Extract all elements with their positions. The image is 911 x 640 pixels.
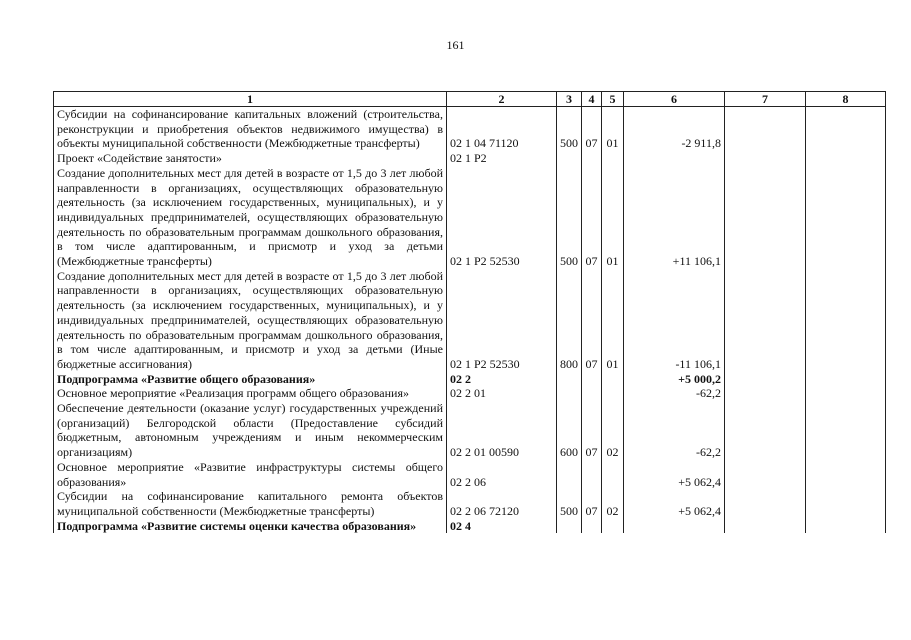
row-col7 bbox=[725, 401, 806, 460]
row-description: Обеспечение деятельности (оказание услуг) государственных учреждений (организаций) Белгородской области (Предоставление субсидий бюджетным, автономным учреждениям и иным некоммерческим организациям) bbox=[54, 401, 447, 460]
row-col4 bbox=[582, 519, 602, 534]
row-code: 02 1 P2 52530 bbox=[447, 166, 557, 269]
row-description: Создание дополнительных мест для детей в возрасте от 1,5 до 3 лет любой направленности в организациях, осуществляющих образовательную деятельность (за исключением государственных, муниципальных), и у индивидуальных предпринимателей, осуществляющих образовательную деятельность по образовательным программам дошкольного образования, в том числе адаптированным, и присмотр и уход за детьми (Межбюджетные трансферты) bbox=[54, 166, 447, 269]
column-header: 3 bbox=[557, 92, 582, 107]
row-col7 bbox=[725, 166, 806, 269]
row-col4 bbox=[582, 372, 602, 387]
row-col5 bbox=[602, 151, 624, 166]
row-description: Создание дополнительных мест для детей в возрасте от 1,5 до 3 лет любой направленности в организациях, осуществляющих образовательную деятельность (за исключением государственных, муниципальных), и у индивидуальных предпринимателей, осуществляющих образовательную деятельность по образовательным программам дошкольного образования, в том числе адаптированным, и присмотр и уход за детьми (Иные бюджетные ассигнования) bbox=[54, 269, 447, 372]
row-col3: 500 bbox=[557, 166, 582, 269]
row-col3: 500 bbox=[557, 489, 582, 518]
table-row bbox=[54, 372, 886, 387]
row-col5: 02 bbox=[602, 489, 624, 518]
table-row bbox=[54, 107, 886, 152]
row-col7 bbox=[725, 107, 806, 152]
row-amount: +5 000,2 bbox=[624, 372, 725, 387]
row-col5: 01 bbox=[602, 107, 624, 152]
row-col3 bbox=[557, 519, 582, 534]
row-col5 bbox=[602, 460, 624, 489]
row-code: 02 2 06 72120 bbox=[447, 489, 557, 518]
row-description: Подпрограмма «Развитие общего образования» bbox=[54, 372, 447, 387]
row-col8 bbox=[806, 269, 886, 372]
table-row bbox=[54, 151, 886, 166]
row-description: Подпрограмма «Развитие системы оценки качества образования» bbox=[54, 519, 447, 534]
row-code: 02 2 06 bbox=[447, 460, 557, 489]
table-row bbox=[54, 386, 886, 401]
row-col4: 07 bbox=[582, 107, 602, 152]
row-col7 bbox=[725, 372, 806, 387]
row-amount: -62,2 bbox=[624, 401, 725, 460]
row-code: 02 1 P2 bbox=[447, 151, 557, 166]
row-code: 02 2 bbox=[447, 372, 557, 387]
table-row bbox=[54, 519, 886, 534]
column-header: 7 bbox=[725, 92, 806, 107]
row-col3: 600 bbox=[557, 401, 582, 460]
row-col3 bbox=[557, 372, 582, 387]
row-col4: 07 bbox=[582, 401, 602, 460]
row-amount: +5 062,4 bbox=[624, 489, 725, 518]
row-code: 02 1 04 71120 bbox=[447, 107, 557, 152]
row-amount: -11 106,1 bbox=[624, 269, 725, 372]
row-col4: 07 bbox=[582, 489, 602, 518]
row-col3 bbox=[557, 386, 582, 401]
row-col8 bbox=[806, 166, 886, 269]
row-code: 02 4 bbox=[447, 519, 557, 534]
column-header: 1 bbox=[54, 92, 447, 107]
row-amount: +5 062,4 bbox=[624, 460, 725, 489]
table-header-row bbox=[54, 92, 886, 107]
row-col8 bbox=[806, 386, 886, 401]
column-header: 2 bbox=[447, 92, 557, 107]
row-description: Проект «Содействие занятости» bbox=[54, 151, 447, 166]
row-code: 02 2 01 00590 bbox=[447, 401, 557, 460]
row-col7 bbox=[725, 269, 806, 372]
budget-table bbox=[53, 91, 886, 533]
row-col4 bbox=[582, 151, 602, 166]
row-col5 bbox=[602, 372, 624, 387]
row-col3 bbox=[557, 151, 582, 166]
row-col4: 07 bbox=[582, 166, 602, 269]
table-row bbox=[54, 269, 886, 372]
row-col8 bbox=[806, 151, 886, 166]
row-col4: 07 bbox=[582, 269, 602, 372]
row-col8 bbox=[806, 489, 886, 518]
row-description: Основное мероприятие «Реализация программ общего образования» bbox=[54, 386, 447, 401]
row-col5: 01 bbox=[602, 166, 624, 269]
row-description: Субсидии на софинансирование капитального ремонта объектов муниципальной собственности (Межбюджетные трансферты) bbox=[54, 489, 447, 518]
row-col3: 800 bbox=[557, 269, 582, 372]
row-col8 bbox=[806, 401, 886, 460]
row-description: Основное мероприятие «Развитие инфраструктуры системы общего образования» bbox=[54, 460, 447, 489]
row-amount: -2 911,8 bbox=[624, 107, 725, 152]
row-col7 bbox=[725, 151, 806, 166]
row-col8 bbox=[806, 372, 886, 387]
row-amount bbox=[624, 519, 725, 534]
column-header: 8 bbox=[806, 92, 886, 107]
page-number: 161 bbox=[446, 38, 465, 52]
row-col8 bbox=[806, 107, 886, 152]
row-col7 bbox=[725, 489, 806, 518]
row-col4 bbox=[582, 460, 602, 489]
row-amount: +11 106,1 bbox=[624, 166, 725, 269]
row-col4 bbox=[582, 386, 602, 401]
table-row bbox=[54, 401, 886, 460]
row-code: 02 1 P2 52530 bbox=[447, 269, 557, 372]
row-col5 bbox=[602, 519, 624, 534]
column-header: 6 bbox=[624, 92, 725, 107]
row-amount: -62,2 bbox=[624, 386, 725, 401]
row-code: 02 2 01 bbox=[447, 386, 557, 401]
row-col8 bbox=[806, 460, 886, 489]
row-col8 bbox=[806, 519, 886, 534]
column-header: 4 bbox=[582, 92, 602, 107]
row-description: Субсидии на софинансирование капитальных вложений (строительства, реконструкции и приобретения объектов недвижимого имущества) в объекты муниципальной собственности (Межбюджетные трансферты) bbox=[54, 107, 447, 152]
table-row bbox=[54, 489, 886, 518]
table-row bbox=[54, 166, 886, 269]
row-col5 bbox=[602, 386, 624, 401]
row-amount bbox=[624, 151, 725, 166]
row-col7 bbox=[725, 519, 806, 534]
column-header: 5 bbox=[602, 92, 624, 107]
row-col3: 500 bbox=[557, 107, 582, 152]
row-col7 bbox=[725, 386, 806, 401]
row-col5: 02 bbox=[602, 401, 624, 460]
row-col3 bbox=[557, 460, 582, 489]
table-row bbox=[54, 460, 886, 489]
row-col5: 01 bbox=[602, 269, 624, 372]
row-col7 bbox=[725, 460, 806, 489]
